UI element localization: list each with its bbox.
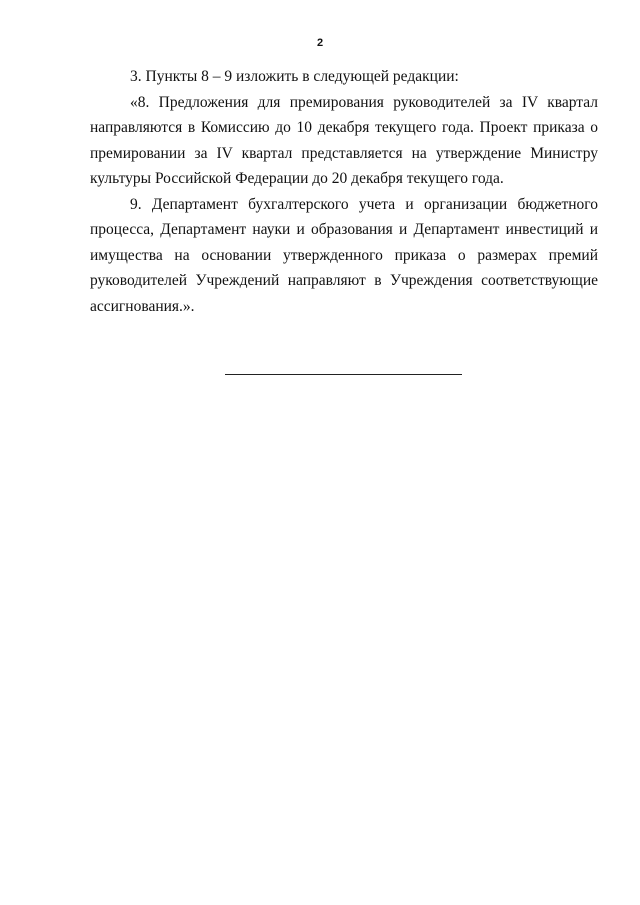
paragraph-clause-8: «8. Предложения для премирования руководителей за IV квартал направляются в Комиссию до 10 декабря текущего года. Проект приказа о премировании за IV квартал представляется на утверждение Министру культуры Российской Федерации до 20 декабря текущего года. [90, 93, 598, 187]
document-body [90, 64, 598, 319]
end-divider-line [225, 374, 462, 375]
paragraph-clause-3: 3. Пункты 8 – 9 изложить в следующей редакции: [130, 68, 459, 85]
page-number: 2 [316, 37, 324, 49]
paragraph-clause-9: 9. Департамент бухгалтерского учета и организации бюджетного процесса, Департамент науки и образования и Департамент инвестиций и имущества на основании утвержденного приказа о размерах премий руководителей Учреждений направляют в Учреждения соответствующие ассигнования.». [90, 195, 598, 315]
